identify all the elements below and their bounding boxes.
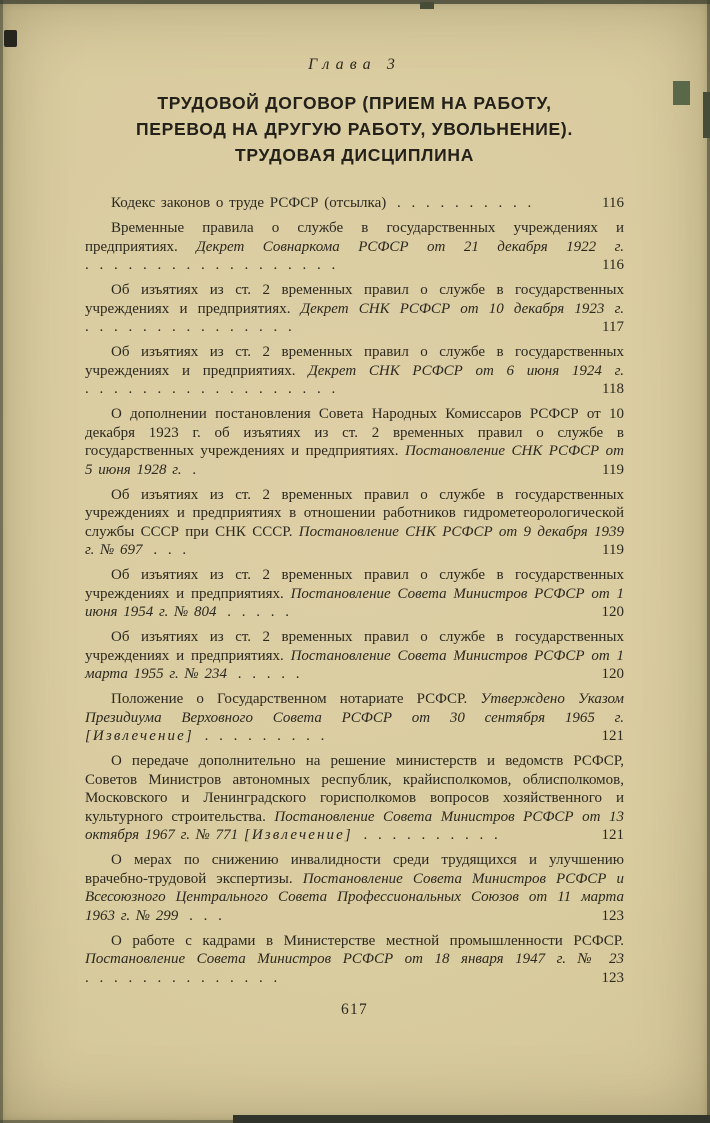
entry-title: Об изъятиях из ст. 2 временных правил о службе в государственных учреждениях и предприятиях. [85, 567, 624, 602]
entry-page-number: 119 [602, 542, 624, 558]
entry-reference: Декрет СНК РСФСР от 6 июня 1924 г. [308, 362, 624, 379]
entry-title: Об изъятиях из ст. 2 временных правил о службе в государственных учреждениях и предприятиях в отношении работников гидрометеорологической службы СССР при СНК СССР. [85, 486, 624, 540]
toc-entry-text [85, 220, 624, 273]
entry-page-number: 120 [601, 604, 624, 620]
entry-page-number: 119 [602, 461, 624, 478]
entry-page-number: 116 [602, 195, 624, 211]
entry-reference: [Извлечение] [85, 728, 194, 744]
toc-entry [85, 219, 624, 275]
entry-reference: Декрет СНК РСФСР от 10 декабря 1923 г. [300, 300, 624, 317]
scan-artifact [4, 30, 17, 47]
chapter-title-line: ТРУДОВОЙ ДОГОВОР (ПРИЕМ НА РАБОТУ, [157, 93, 552, 113]
entry-reference: Постановление СНК РСФСР от 9 декабря 1939 г. № 697 [85, 523, 624, 558]
page-number: 617 [341, 1001, 368, 1018]
dot-leader: . . . . . . . . . . . . . . . [85, 319, 292, 335]
toc-entry-text [85, 282, 624, 335]
entry-reference: [Извлечение] [243, 827, 353, 843]
dot-leader: . . . . . . . . . [193, 728, 325, 744]
toc-entry [85, 566, 624, 622]
toc-entry-text [85, 406, 624, 478]
chapter-title-line: ТРУДОВАЯ ДИСЦИПЛИНА [234, 145, 475, 165]
page-content [85, 56, 624, 1019]
entry-title: Положение о Государственном нотариате РСФСР. [111, 691, 481, 707]
scan-artifact [233, 1115, 710, 1123]
scan-edge-left [0, 0, 3, 1123]
entry-title: Об изъятиях из ст. 2 временных правил о службе в государственных учреждениях и предприятиях. [85, 282, 624, 317]
toc-entry [85, 405, 624, 479]
dot-leader: . . . . . . . . . . [352, 827, 498, 843]
entry-title: О мерах по снижению инвалидности среди трудящихся и улучшению врачебно-трудовой экспертизы. [85, 852, 624, 887]
entry-title: Временные правила о службе в государственных учреждениях и предприятиях. [85, 220, 624, 255]
entry-title: Об изъятиях из ст. 2 временных правил о службе в государственных учреждениях и предприятиях. [85, 629, 624, 664]
scan-artifact [703, 92, 710, 138]
entry-page-number: 121 [601, 728, 624, 744]
toc-entry-text [85, 629, 624, 682]
toc-entry [85, 281, 624, 337]
toc-entry [85, 932, 624, 988]
entry-page-number: 117 [602, 319, 624, 335]
chapter-title-line: ПЕРЕВОД НА ДРУГУЮ РАБОТУ, УВОЛЬНЕНИЕ). [135, 119, 574, 139]
entry-page-number: 123 [601, 969, 624, 986]
toc-entry-text [85, 487, 624, 559]
toc-entry-text [85, 691, 624, 744]
dot-leader: . . . . . . . . . . [386, 195, 532, 211]
entry-reference: Постановление СНК РСФСР от 5 июня 1928 г. [85, 443, 624, 478]
entry-reference: Декрет Совнаркома РСФСР от 21 декабря 1922 г. [196, 238, 624, 255]
dot-leader: . . . [142, 542, 187, 558]
toc-entry-text [85, 567, 624, 620]
entry-title: Об изъятиях из ст. 2 временных правил о службе в государственных учреждениях и предприятиях. [85, 344, 624, 379]
dot-leader: . [181, 461, 197, 478]
entry-reference: Утверждено Указом Президиума Верховного Совета РСФСР от 30 сентября 1965 г. [85, 691, 624, 726]
toc-entry-text [85, 933, 624, 986]
dot-leader: . . . [178, 907, 222, 924]
scan-artifact [420, 2, 434, 9]
entry-title: О дополнении постановления Совета Народных Комиссаров РСФСР от 10 декабря 1923 г. об изъятиях из ст. 2 временных правил о службе в государственных учреждениях и предприятиях. [85, 406, 624, 459]
toc-entry [85, 851, 624, 925]
toc-list [85, 194, 624, 987]
entry-reference: Постановление Совета Министров РСФСР и Всесоюзного Центрального Совета Профессиональных Союзов от 11 марта 1963 г. № 299 [85, 870, 624, 924]
toc-entry-text [111, 195, 531, 211]
entry-title: О работе с кадрами в Министерстве местной промышленности РСФСР. [111, 932, 624, 949]
toc-entry [85, 752, 624, 845]
entry-page-number: 116 [602, 257, 624, 273]
entry-page-number: 120 [601, 666, 624, 682]
entry-reference: Постановление Совета Министров РСФСР от 1 июня 1954 г. № 804 [85, 585, 624, 620]
chapter-title [85, 90, 624, 168]
dot-leader: . . . . . [226, 666, 300, 682]
toc-entry-text [85, 852, 624, 924]
scan-artifact [673, 81, 690, 105]
entry-page-number: 118 [602, 381, 624, 397]
toc-entry [85, 343, 624, 399]
entry-page-number: 121 [601, 827, 624, 843]
entry-reference: Постановление Совета Министров РСФСР от 1 марта 1955 г. № 234 [85, 647, 624, 682]
entry-reference: Постановление Совета Министров РСФСР от 18 января 1947 г. № 23 [85, 951, 624, 967]
entry-reference: Постановление Совета Министров РСФСР от 13 октября 1967 г. № 771 [85, 808, 624, 843]
dot-leader: . . . . . . . . . . . . . . . . . . [85, 381, 336, 397]
chapter-heading: Глава 3 [308, 56, 401, 73]
dot-leader: . . . . . . . . . . . . . . [85, 969, 278, 986]
toc-entry [85, 690, 624, 746]
entry-title: Кодекс законов о труде РСФСР (отсылка) [111, 195, 387, 211]
toc-entry [85, 194, 624, 213]
dot-leader: . . . . . [216, 604, 290, 620]
entry-title: О передаче дополнительно на решение министерств и ведомств РСФСР, Советов Министров автономных республик, крайисполкомов, облисполкомов, Московского и Ленинградского горисполкомов вопросов хозяйственного и культурного строительства. [85, 753, 624, 825]
toc-entry-text [85, 753, 624, 843]
toc-entry-text [85, 344, 624, 397]
scan-edge-top [0, 0, 710, 4]
dot-leader: . . . . . . . . . . . . . . . . . . [85, 257, 336, 273]
entry-page-number: 123 [601, 907, 624, 924]
toc-entry [85, 628, 624, 684]
toc-entry [85, 486, 624, 560]
